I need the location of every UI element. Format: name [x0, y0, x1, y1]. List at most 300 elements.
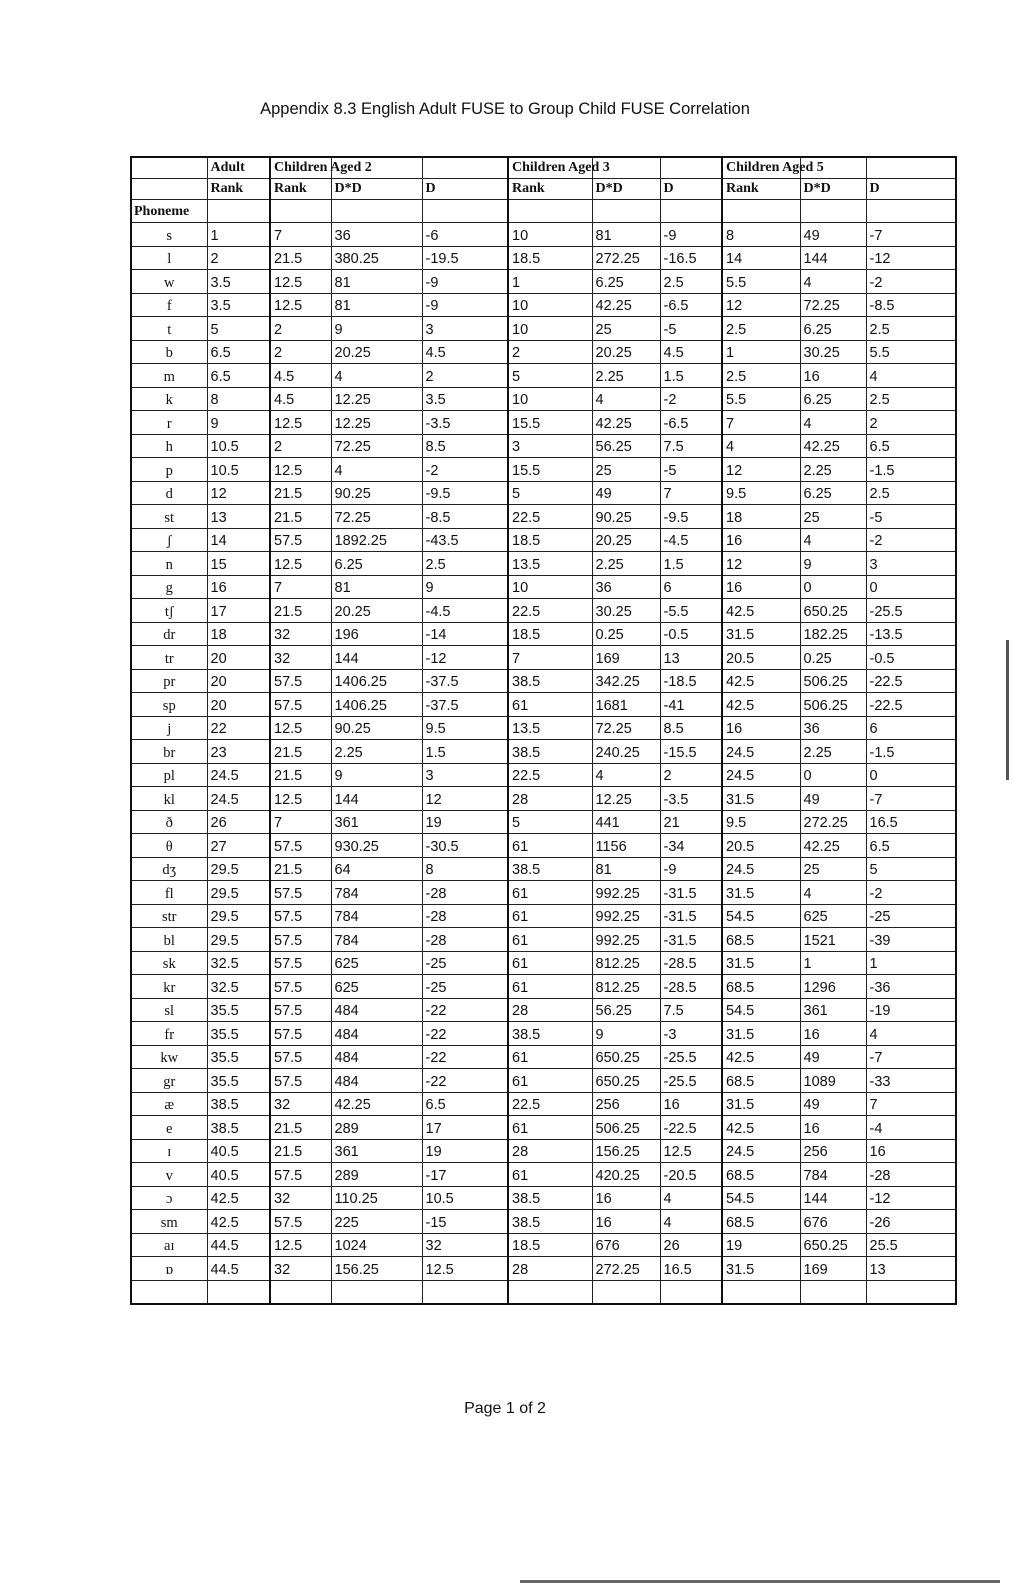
- table-row: [131, 575, 956, 599]
- value-cell: 4: [800, 881, 866, 905]
- value-cell: -22.5: [866, 669, 956, 693]
- table-row: [131, 458, 956, 482]
- value-cell: 20: [207, 646, 270, 670]
- value-cell: 16: [800, 364, 866, 388]
- value-cell: 15.5: [508, 458, 592, 482]
- empty-cell: [508, 200, 592, 223]
- header-cell: Adult: [207, 157, 270, 179]
- value-cell: 676: [800, 1210, 866, 1234]
- value-cell: 506.25: [592, 1116, 660, 1140]
- value-cell: -3: [660, 1022, 722, 1046]
- value-cell: 2: [270, 434, 331, 458]
- value-cell: 0: [800, 763, 866, 787]
- value-cell: -22: [422, 998, 508, 1022]
- value-cell: 38.5: [508, 669, 592, 693]
- table-row: [131, 928, 956, 952]
- value-cell: 5.5: [866, 340, 956, 364]
- value-cell: 24.5: [207, 763, 270, 787]
- value-cell: 6.25: [800, 481, 866, 505]
- value-cell: 19: [422, 1139, 508, 1163]
- value-cell: 196: [331, 622, 422, 646]
- value-cell: 6.25: [800, 317, 866, 341]
- value-cell: 484: [331, 1069, 422, 1093]
- value-cell: 12.5: [422, 1257, 508, 1281]
- phoneme-column-label: Phoneme: [131, 200, 207, 223]
- value-cell: 2: [270, 340, 331, 364]
- table-row: [131, 223, 956, 247]
- empty-cell: [508, 1280, 592, 1304]
- value-cell: 18: [722, 505, 800, 529]
- value-cell: -22.5: [866, 693, 956, 717]
- empty-row: [131, 1280, 956, 1304]
- value-cell: 13.5: [508, 716, 592, 740]
- value-cell: 29.5: [207, 904, 270, 928]
- value-cell: 240.25: [592, 740, 660, 764]
- header-cell: Rank: [270, 179, 331, 200]
- empty-cell: [660, 200, 722, 223]
- value-cell: 3.5: [207, 270, 270, 294]
- empty-cell: [722, 1280, 800, 1304]
- value-cell: -6.5: [660, 411, 722, 435]
- value-cell: 18.5: [508, 246, 592, 270]
- phoneme-cell: h: [131, 434, 207, 458]
- value-cell: 3: [866, 552, 956, 576]
- value-cell: 8: [722, 223, 800, 247]
- value-cell: 8.5: [422, 434, 508, 458]
- value-cell: 5: [508, 810, 592, 834]
- value-cell: 61: [508, 975, 592, 999]
- value-cell: 42.25: [331, 1092, 422, 1116]
- value-cell: 6.5: [422, 1092, 508, 1116]
- value-cell: 9.5: [722, 810, 800, 834]
- value-cell: 361: [800, 998, 866, 1022]
- value-cell: 57.5: [270, 928, 331, 952]
- value-cell: 21.5: [270, 505, 331, 529]
- value-cell: 12.5: [270, 411, 331, 435]
- table-row: [131, 951, 956, 975]
- header-cell: D*D: [331, 179, 422, 200]
- value-cell: 24.5: [722, 857, 800, 881]
- value-cell: 20.25: [331, 340, 422, 364]
- value-cell: 68.5: [722, 928, 800, 952]
- value-cell: 3: [508, 434, 592, 458]
- phoneme-cell: g: [131, 575, 207, 599]
- value-cell: 4.5: [422, 340, 508, 364]
- value-cell: -25: [422, 975, 508, 999]
- value-cell: 289: [331, 1116, 422, 1140]
- value-cell: 9: [422, 575, 508, 599]
- value-cell: 72.25: [331, 505, 422, 529]
- value-cell: -2: [866, 881, 956, 905]
- value-cell: 182.25: [800, 622, 866, 646]
- value-cell: 32: [270, 622, 331, 646]
- header-row-groups: [131, 157, 956, 179]
- value-cell: 12.25: [331, 387, 422, 411]
- value-cell: 0: [866, 763, 956, 787]
- value-cell: 1156: [592, 834, 660, 858]
- value-cell: 38.5: [207, 1116, 270, 1140]
- phoneme-cell: f: [131, 293, 207, 317]
- phoneme-cell: tr: [131, 646, 207, 670]
- value-cell: 4: [800, 411, 866, 435]
- value-cell: 484: [331, 1022, 422, 1046]
- value-cell: 650.25: [592, 1069, 660, 1093]
- value-cell: 57.5: [270, 1045, 331, 1069]
- value-cell: 5: [207, 317, 270, 341]
- value-cell: 650.25: [592, 1045, 660, 1069]
- value-cell: 23: [207, 740, 270, 764]
- value-cell: 110.25: [331, 1186, 422, 1210]
- table-row: [131, 904, 956, 928]
- value-cell: 12.5: [660, 1139, 722, 1163]
- value-cell: 61: [508, 1116, 592, 1140]
- value-cell: 18.5: [508, 622, 592, 646]
- phoneme-cell: ɪ: [131, 1139, 207, 1163]
- table-row: [131, 1092, 956, 1116]
- phoneme-cell: sk: [131, 951, 207, 975]
- phoneme-cell: ɔ: [131, 1186, 207, 1210]
- value-cell: -1.5: [866, 458, 956, 482]
- value-cell: 6.5: [207, 364, 270, 388]
- value-cell: -25: [866, 904, 956, 928]
- phoneme-cell: st: [131, 505, 207, 529]
- table-row: [131, 787, 956, 811]
- value-cell: 26: [207, 810, 270, 834]
- value-cell: 9: [331, 317, 422, 341]
- empty-cell: [722, 200, 800, 223]
- value-cell: 6.25: [800, 387, 866, 411]
- value-cell: 225: [331, 1210, 422, 1234]
- value-cell: 10: [508, 575, 592, 599]
- value-cell: 1089: [800, 1069, 866, 1093]
- header-cell: Children Aged 3: [508, 157, 592, 179]
- value-cell: 42.5: [722, 1045, 800, 1069]
- value-cell: 2.25: [800, 458, 866, 482]
- header-cell: Children Aged 5: [722, 157, 800, 179]
- value-cell: 22.5: [508, 599, 592, 623]
- value-cell: 2.5: [866, 387, 956, 411]
- value-cell: 0.25: [592, 622, 660, 646]
- value-cell: 30.25: [592, 599, 660, 623]
- value-cell: 90.25: [331, 481, 422, 505]
- table-row: [131, 434, 956, 458]
- value-cell: 31.5: [722, 1257, 800, 1281]
- value-cell: 57.5: [270, 998, 331, 1022]
- value-cell: -5.5: [660, 599, 722, 623]
- value-cell: -28.5: [660, 951, 722, 975]
- value-cell: 16: [800, 1116, 866, 1140]
- value-cell: 1024: [331, 1233, 422, 1257]
- phoneme-cell: ʃ: [131, 528, 207, 552]
- value-cell: -14: [422, 622, 508, 646]
- value-cell: 4.5: [270, 364, 331, 388]
- value-cell: 16: [722, 528, 800, 552]
- phoneme-cell: θ: [131, 834, 207, 858]
- header-cell: [131, 157, 207, 179]
- value-cell: 6: [660, 575, 722, 599]
- value-cell: 72.25: [592, 716, 660, 740]
- value-cell: 484: [331, 1045, 422, 1069]
- value-cell: 2: [508, 340, 592, 364]
- value-cell: 12.5: [270, 716, 331, 740]
- value-cell: -25.5: [660, 1069, 722, 1093]
- value-cell: 44.5: [207, 1257, 270, 1281]
- phoneme-cell: dʒ: [131, 857, 207, 881]
- value-cell: 57.5: [270, 834, 331, 858]
- value-cell: 16: [592, 1210, 660, 1234]
- phoneme-cell: sm: [131, 1210, 207, 1234]
- value-cell: 12.5: [270, 293, 331, 317]
- value-cell: 38.5: [508, 1022, 592, 1046]
- value-cell: 24.5: [207, 787, 270, 811]
- value-cell: 16.5: [866, 810, 956, 834]
- value-cell: -6.5: [660, 293, 722, 317]
- phoneme-cell: br: [131, 740, 207, 764]
- empty-cell: [207, 1280, 270, 1304]
- value-cell: 4.5: [660, 340, 722, 364]
- value-cell: 156.25: [331, 1257, 422, 1281]
- table-row: [131, 481, 956, 505]
- value-cell: -28: [422, 881, 508, 905]
- value-cell: 1: [866, 951, 956, 975]
- value-cell: 20.5: [722, 646, 800, 670]
- value-cell: 2.5: [722, 364, 800, 388]
- value-cell: 930.25: [331, 834, 422, 858]
- value-cell: 32.5: [207, 975, 270, 999]
- value-cell: 61: [508, 904, 592, 928]
- value-cell: 61: [508, 881, 592, 905]
- table-row: [131, 669, 956, 693]
- value-cell: -43.5: [422, 528, 508, 552]
- value-cell: 1: [722, 340, 800, 364]
- value-cell: -13.5: [866, 622, 956, 646]
- value-cell: 16.5: [660, 1257, 722, 1281]
- value-cell: 4: [592, 387, 660, 411]
- value-cell: 21.5: [270, 246, 331, 270]
- value-cell: 4: [660, 1210, 722, 1234]
- table-row: [131, 763, 956, 787]
- table-row: [131, 599, 956, 623]
- value-cell: 25: [592, 317, 660, 341]
- value-cell: 20.25: [592, 528, 660, 552]
- value-cell: 289: [331, 1163, 422, 1187]
- value-cell: 38.5: [207, 1092, 270, 1116]
- value-cell: 68.5: [722, 975, 800, 999]
- value-cell: 61: [508, 834, 592, 858]
- value-cell: 81: [331, 293, 422, 317]
- empty-cell: [800, 1280, 866, 1304]
- value-cell: -9: [422, 270, 508, 294]
- value-cell: -12: [866, 246, 956, 270]
- table-row: [131, 552, 956, 576]
- scan-edge-mark-bottom: [520, 1580, 1000, 1583]
- header-cell: Children Aged 2: [270, 157, 331, 179]
- value-cell: -22: [422, 1022, 508, 1046]
- value-cell: 12: [722, 458, 800, 482]
- table-row: [131, 1163, 956, 1187]
- value-cell: 2: [270, 317, 331, 341]
- value-cell: -9: [660, 223, 722, 247]
- value-cell: 90.25: [331, 716, 422, 740]
- value-cell: -9.5: [660, 505, 722, 529]
- value-cell: 10.5: [207, 458, 270, 482]
- table-row: [131, 810, 956, 834]
- value-cell: 3: [422, 763, 508, 787]
- value-cell: 57.5: [270, 528, 331, 552]
- phoneme-cell: kr: [131, 975, 207, 999]
- value-cell: 4: [800, 270, 866, 294]
- value-cell: 16: [207, 575, 270, 599]
- value-cell: 24.5: [722, 1139, 800, 1163]
- value-cell: 21.5: [270, 857, 331, 881]
- header-cell: D*D: [592, 179, 660, 200]
- value-cell: 272.25: [592, 246, 660, 270]
- value-cell: 13: [207, 505, 270, 529]
- header-row-columns: [131, 179, 956, 200]
- value-cell: 31.5: [722, 881, 800, 905]
- value-cell: 10: [508, 387, 592, 411]
- value-cell: 61: [508, 928, 592, 952]
- value-cell: -37.5: [422, 669, 508, 693]
- value-cell: 17: [207, 599, 270, 623]
- value-cell: 4: [800, 528, 866, 552]
- value-cell: 30.25: [800, 340, 866, 364]
- value-cell: 13.5: [508, 552, 592, 576]
- value-cell: 2.5: [866, 481, 956, 505]
- value-cell: 25: [592, 458, 660, 482]
- value-cell: 12: [722, 552, 800, 576]
- value-cell: 7: [660, 481, 722, 505]
- value-cell: 2.25: [331, 740, 422, 764]
- phoneme-label-row: [131, 200, 956, 223]
- value-cell: 441: [592, 810, 660, 834]
- value-cell: 57.5: [270, 1069, 331, 1093]
- value-cell: 1: [800, 951, 866, 975]
- header-cell: Rank: [508, 179, 592, 200]
- phoneme-cell: l: [131, 246, 207, 270]
- value-cell: 8: [422, 857, 508, 881]
- value-cell: 20.5: [722, 834, 800, 858]
- value-cell: 31.5: [722, 622, 800, 646]
- value-cell: 12.5: [270, 1233, 331, 1257]
- value-cell: 2.5: [422, 552, 508, 576]
- value-cell: 380.25: [331, 246, 422, 270]
- table-row: [131, 622, 956, 646]
- value-cell: 31.5: [722, 1092, 800, 1116]
- value-cell: 650.25: [800, 599, 866, 623]
- value-cell: 12: [722, 293, 800, 317]
- value-cell: 28: [508, 1139, 592, 1163]
- empty-cell: [207, 200, 270, 223]
- table-row: [131, 693, 956, 717]
- value-cell: -22.5: [660, 1116, 722, 1140]
- value-cell: 156.25: [592, 1139, 660, 1163]
- value-cell: 2.5: [722, 317, 800, 341]
- value-cell: 12.25: [331, 411, 422, 435]
- value-cell: 57.5: [270, 1022, 331, 1046]
- value-cell: -6: [422, 223, 508, 247]
- table-row: [131, 505, 956, 529]
- value-cell: 68.5: [722, 1069, 800, 1093]
- value-cell: 169: [800, 1257, 866, 1281]
- value-cell: 5.5: [722, 270, 800, 294]
- value-cell: -28: [866, 1163, 956, 1187]
- phoneme-cell: m: [131, 364, 207, 388]
- value-cell: 144: [331, 787, 422, 811]
- value-cell: 4: [331, 458, 422, 482]
- value-cell: 49: [800, 787, 866, 811]
- value-cell: 15: [207, 552, 270, 576]
- empty-cell: [592, 200, 660, 223]
- value-cell: -2: [422, 458, 508, 482]
- value-cell: 784: [331, 904, 422, 928]
- value-cell: 4: [866, 364, 956, 388]
- value-cell: 272.25: [800, 810, 866, 834]
- value-cell: 28: [508, 787, 592, 811]
- value-cell: 14: [722, 246, 800, 270]
- value-cell: 992.25: [592, 904, 660, 928]
- value-cell: 27: [207, 834, 270, 858]
- value-cell: 7.5: [660, 998, 722, 1022]
- value-cell: 784: [800, 1163, 866, 1187]
- value-cell: 6: [866, 716, 956, 740]
- value-cell: 4: [722, 434, 800, 458]
- value-cell: 38.5: [508, 1186, 592, 1210]
- value-cell: -20.5: [660, 1163, 722, 1187]
- value-cell: 3.5: [207, 293, 270, 317]
- value-cell: 36: [800, 716, 866, 740]
- value-cell: 7: [270, 223, 331, 247]
- value-cell: 2: [866, 411, 956, 435]
- value-cell: 5: [508, 364, 592, 388]
- value-cell: 1406.25: [331, 669, 422, 693]
- value-cell: 42.5: [722, 599, 800, 623]
- value-cell: 32: [270, 1186, 331, 1210]
- phoneme-cell: j: [131, 716, 207, 740]
- value-cell: 420.25: [592, 1163, 660, 1187]
- value-cell: 61: [508, 951, 592, 975]
- value-cell: 2.5: [866, 317, 956, 341]
- value-cell: 19: [422, 810, 508, 834]
- value-cell: 7.5: [660, 434, 722, 458]
- value-cell: 18.5: [508, 528, 592, 552]
- value-cell: 12.5: [270, 552, 331, 576]
- value-cell: -4: [866, 1116, 956, 1140]
- value-cell: 1.5: [660, 552, 722, 576]
- value-cell: 56.25: [592, 434, 660, 458]
- phoneme-cell: ð: [131, 810, 207, 834]
- value-cell: -36: [866, 975, 956, 999]
- value-cell: 12: [207, 481, 270, 505]
- table-row: [131, 1022, 956, 1046]
- table-row: [131, 1139, 956, 1163]
- value-cell: 6.5: [866, 434, 956, 458]
- value-cell: 144: [800, 1186, 866, 1210]
- value-cell: 1296: [800, 975, 866, 999]
- value-cell: 2: [207, 246, 270, 270]
- value-cell: 22.5: [508, 1092, 592, 1116]
- value-cell: -19.5: [422, 246, 508, 270]
- value-cell: -22: [422, 1045, 508, 1069]
- value-cell: 1.5: [422, 740, 508, 764]
- table-row: [131, 293, 956, 317]
- value-cell: 256: [800, 1139, 866, 1163]
- value-cell: 28: [508, 1257, 592, 1281]
- value-cell: -8.5: [422, 505, 508, 529]
- value-cell: 256: [592, 1092, 660, 1116]
- value-cell: 42.25: [800, 834, 866, 858]
- empty-cell: [131, 1280, 207, 1304]
